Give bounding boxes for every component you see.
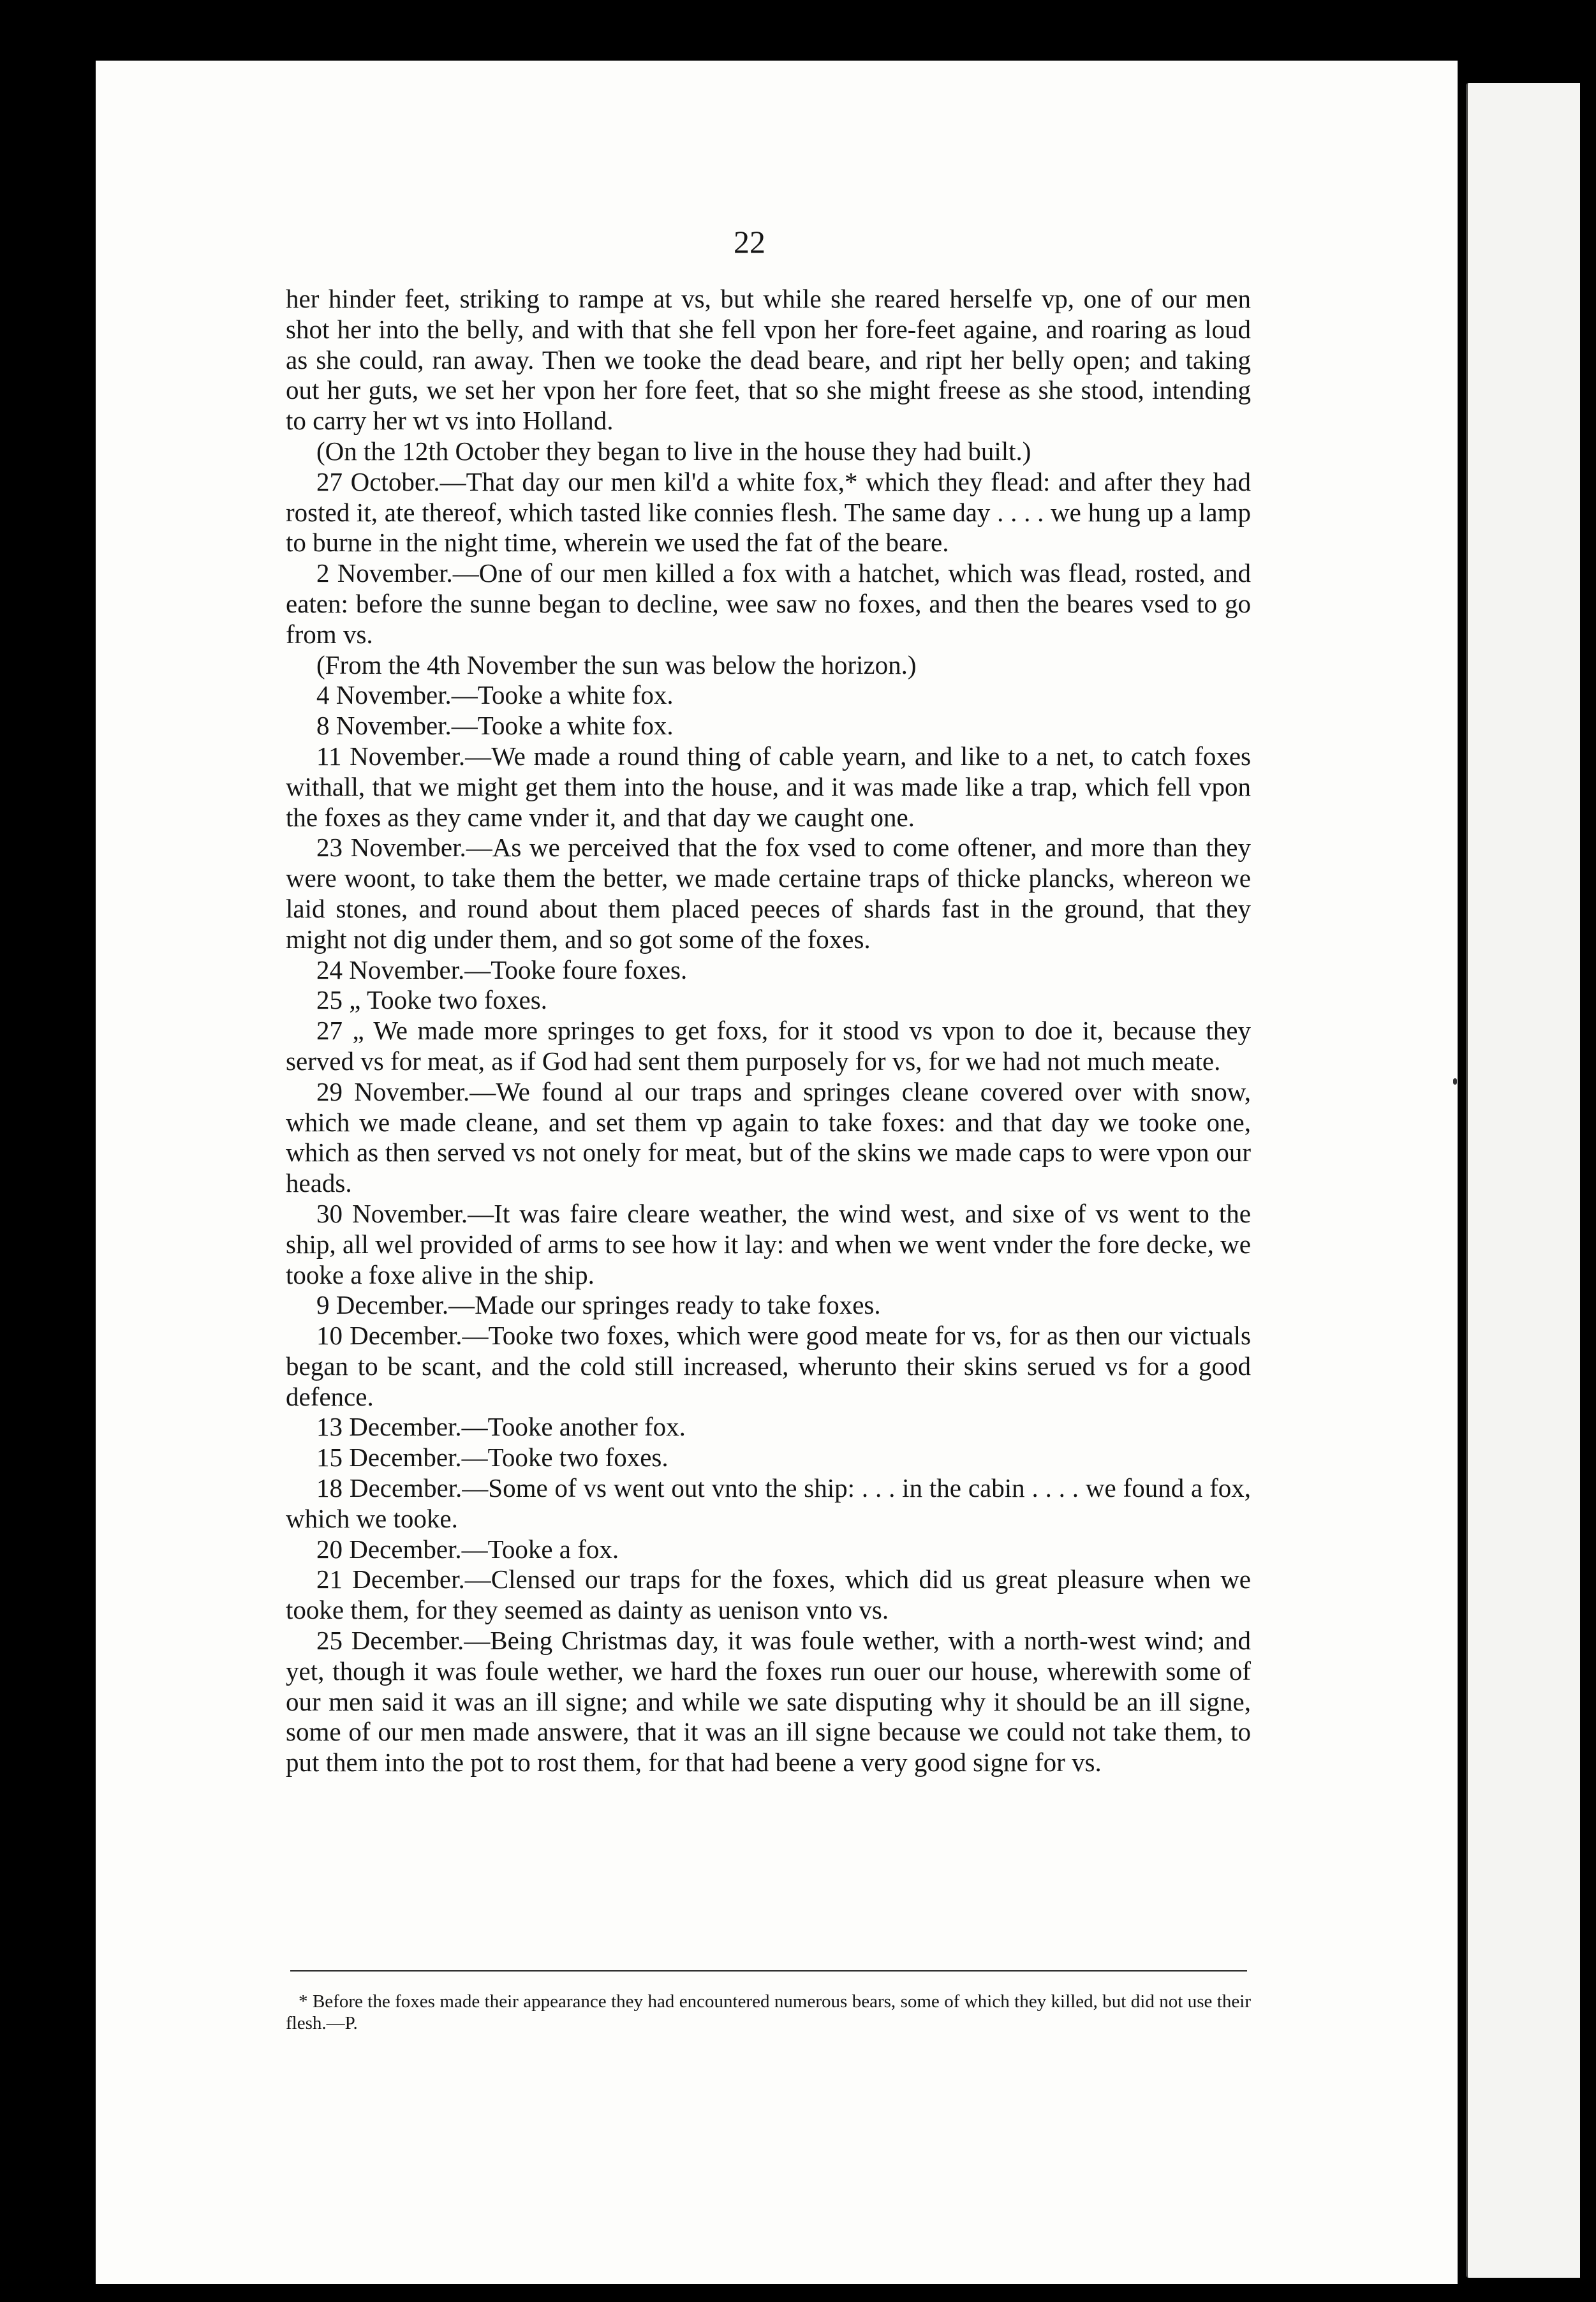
- paragraph: 23 November.—As we perceived that the fox vsed to come oftener, and more than they were woont, to take them the better, we made certaine traps of thicke plancks, whereon we laid stones, and round about them placed peeces of shards fast in the ground, that they might not dig under them, and so got some of the foxes.: [286, 833, 1251, 954]
- paragraph: 24 November.—Tooke foure foxes.: [316, 954, 688, 984]
- body-text: [286, 284, 1251, 1778]
- footnote-rule: [290, 1970, 1247, 1972]
- facing-page-edge: [1466, 83, 1580, 2278]
- paragraph: (From the 4th November the sun was below the horizon.): [316, 650, 917, 679]
- paragraph: 2 November.—One of our men killed a fox with a hatchet, which was flead, rosted, and eaten: before the sunne began to decline, wee saw no foxes, and then the beares vsed to go from vs.: [286, 558, 1251, 649]
- page-number: 22: [734, 224, 765, 260]
- margin-mark: [1453, 1078, 1457, 1085]
- paragraph: 27 „ We made more springes to get foxs, for it stood vs vpon to doe it, because they served vs for meat, as if God had sent them purposely for vs, for we had not much meate.: [286, 1016, 1251, 1076]
- paragraph: 21 December.—Clensed our traps for the foxes, which did us great pleasure when we tooke them, for they seemed as dainty as uenison vnto vs.: [286, 1564, 1251, 1625]
- paragraph: 18 December.—Some of vs went out vnto the ship: . . . in the cabin . . . . we found a fox, which we tooke.: [286, 1473, 1251, 1533]
- paragraph: 4 November.—Tooke a white fox.: [316, 680, 674, 710]
- paragraph: 13 December.—Tooke another fox.: [316, 1412, 686, 1442]
- paragraph: 10 December.—Tooke two foxes, which were good meate for vs, for as then our victuals began to be scant, and the cold still increased, wherunto their skins serued vs for a good defence.: [286, 1321, 1251, 1411]
- paragraph: 8 November.—Tooke a white fox.: [316, 711, 674, 741]
- paragraph: 25 December.—Being Christmas day, it was foule wether, with a north-west wind; and yet, though it was foule wether, we hard the foxes run ouer our house, wherewith some of our men said it was an ill signe; and while we sate disputing why it should be an ill signe, some of our men made answere, that it was an ill signe because we could not take them, to put them into the pot to rost them, for that had beene a very good signe for vs.: [286, 1626, 1251, 1778]
- paragraph: 29 November.—We found al our traps and springes cleane covered over with snow, which we made cleane, and set them vp again to take foxes: and that day we tooke one, which as then served vs not onely for meat, but of the skins we made caps to were vpon our heads.: [286, 1076, 1251, 1198]
- paragraph: 20 December.—Tooke a fox.: [316, 1534, 619, 1564]
- paragraph: her hinder feet, striking to rampe at vs, but while she reared herselfe vp, one of our men shot her into the belly, and with that she fell vpon her fore-feet againe, and roaring as loud as she could, ran away. Then we tooke the dead beare, and ript her belly open; and taking out her guts, we set her vpon her fore feet, that so she might freese as she stood, intending to carry her wt vs into Holland.: [286, 284, 1251, 436]
- paragraph: 30 November.—It was faire cleare weather, the wind west, and sixe of vs went to the ship, all wel provided of arms to see how it lay: and when we went vnder the fore decke, we tooke a foxe alive in the ship.: [286, 1198, 1251, 1289]
- paragraph: 27 October.—That day our men kil'd a white fox,* which they flead: and after they had rosted it, ate thereof, which tasted like connies flesh. The same day . . . . we hung up a lamp to burne in the night time, wherein we used the fat of the beare.: [286, 466, 1251, 558]
- paragraph: 11 November.—We made a round thing of cable yearn, and like to a net, to catch foxes withall, that we might get them into the house, and it was made like a trap, which fell vpon the foxes as they came vnder it, and that day we caught one.: [286, 741, 1251, 832]
- paragraph: 15 December.—Tooke two foxes.: [316, 1443, 669, 1473]
- paragraph: 9 December.—Made our springes ready to take foxes.: [316, 1290, 881, 1320]
- paragraph: (On the 12th October they began to live in the house they had built.): [316, 436, 1031, 466]
- footnote: * Before the foxes made their appearance they had encountered numerous bears, some of which they killed, but did not use their flesh.—P.: [286, 1991, 1251, 2033]
- paragraph: 25 „ Tooke two foxes.: [316, 985, 547, 1015]
